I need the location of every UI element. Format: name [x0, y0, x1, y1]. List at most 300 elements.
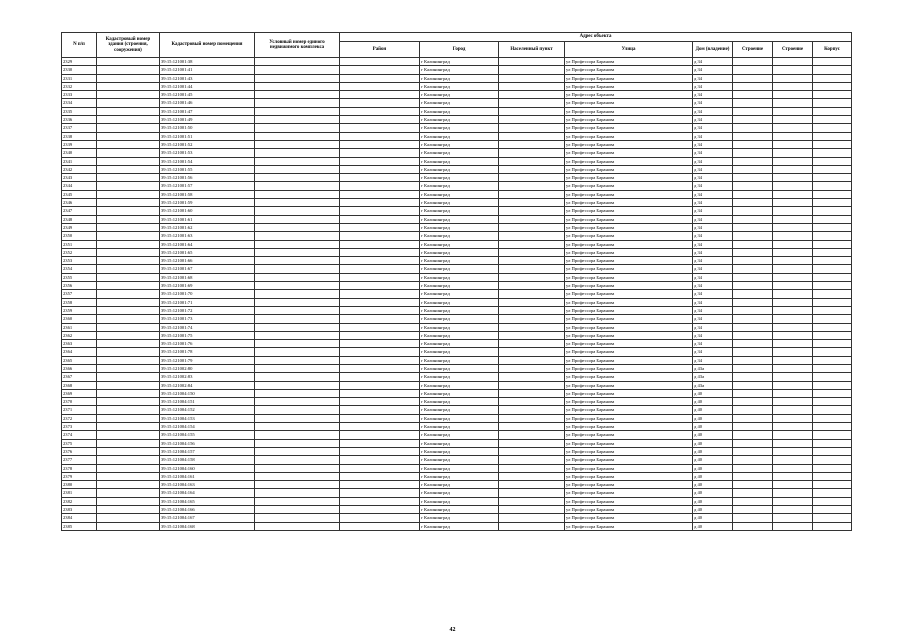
table-cell: ул Профессора Баранова: [565, 132, 693, 140]
table-cell: [255, 82, 340, 90]
table-cell: [733, 290, 773, 298]
table-cell: [773, 514, 813, 522]
table-cell: [340, 331, 420, 339]
table-cell: [340, 199, 420, 207]
table-cell: ул Профессора Баранова: [565, 157, 693, 165]
table-cell: ул Профессора Баранова: [565, 381, 693, 389]
table-cell: [255, 423, 340, 431]
table-cell: [97, 364, 160, 372]
table-cell: [499, 364, 565, 372]
table-cell: д 34: [693, 356, 733, 364]
table-cell: [255, 323, 340, 331]
table-cell: ул Профессора Баранова: [565, 240, 693, 248]
table-cell: ул Профессора Баранова: [565, 323, 693, 331]
table-cell: д 34: [693, 190, 733, 198]
table-cell: [773, 190, 813, 198]
table-cell: [813, 74, 852, 82]
table-cell: [97, 381, 160, 389]
table-cell: [733, 149, 773, 157]
table-cell: 39:15:121004:153: [160, 414, 255, 422]
table-cell: 39:15:121002:80: [160, 364, 255, 372]
table-cell: д 43а: [693, 364, 733, 372]
table-cell: [813, 99, 852, 107]
table-cell: [499, 190, 565, 198]
table-cell: [773, 506, 813, 514]
table-cell: 2381: [62, 489, 97, 497]
table-cell: [813, 522, 852, 530]
table-cell: г Калининград: [420, 497, 499, 505]
table-cell: д 40: [693, 514, 733, 522]
table-cell: [773, 522, 813, 530]
table-cell: [813, 232, 852, 240]
table-cell: [340, 215, 420, 223]
table-cell: [499, 257, 565, 265]
table-cell: 39:15:121001:63: [160, 232, 255, 240]
header-settlement: Населенный пункт: [499, 42, 565, 58]
table-cell: 39:15:121001:61: [160, 215, 255, 223]
table-cell: [97, 414, 160, 422]
table-cell: 2362: [62, 331, 97, 339]
table-cell: [499, 497, 565, 505]
table-cell: г Калининград: [420, 66, 499, 74]
table-cell: г Калининград: [420, 232, 499, 240]
table-row: [62, 207, 852, 215]
table-cell: ул Профессора Баранова: [565, 423, 693, 431]
table-cell: ул Профессора Баранова: [565, 99, 693, 107]
table-cell: [97, 439, 160, 447]
table-cell: [499, 82, 565, 90]
table-cell: д 34: [693, 257, 733, 265]
table-cell: [499, 140, 565, 148]
table-cell: [255, 514, 340, 522]
table-cell: [733, 514, 773, 522]
table-cell: [255, 456, 340, 464]
table-cell: [255, 414, 340, 422]
table-cell: д 34: [693, 157, 733, 165]
table-cell: [97, 464, 160, 472]
table-cell: [733, 373, 773, 381]
table-cell: 2338: [62, 132, 97, 140]
table-cell: 39:15:121001:69: [160, 282, 255, 290]
table-cell: [733, 315, 773, 323]
table-cell: д 34: [693, 348, 733, 356]
table-cell: [813, 107, 852, 115]
table-cell: 2354: [62, 265, 97, 273]
table-cell: д 34: [693, 215, 733, 223]
table-cell: [97, 99, 160, 107]
table-cell: [255, 497, 340, 505]
table-cell: [255, 215, 340, 223]
table-cell: [499, 506, 565, 514]
table-cell: 2380: [62, 481, 97, 489]
table-cell: [733, 364, 773, 372]
table-cell: ул Профессора Баранова: [565, 373, 693, 381]
table-cell: [97, 265, 160, 273]
table-cell: [733, 282, 773, 290]
table-row: [62, 132, 852, 140]
table-cell: ул Профессора Баранова: [565, 140, 693, 148]
table-cell: [97, 472, 160, 480]
table-cell: [340, 431, 420, 439]
table-cell: [773, 398, 813, 406]
table-cell: [499, 165, 565, 173]
table-cell: [97, 74, 160, 82]
table-cell: [499, 489, 565, 497]
table-cell: [97, 107, 160, 115]
table-cell: [97, 340, 160, 348]
table-cell: [813, 315, 852, 323]
table-cell: [773, 298, 813, 306]
table-row: [62, 116, 852, 124]
property-table: [61, 32, 852, 531]
table-cell: [773, 58, 813, 66]
table-cell: д 34: [693, 58, 733, 66]
table-cell: [813, 82, 852, 90]
table-cell: 2346: [62, 199, 97, 207]
table-cell: [813, 273, 852, 281]
table-cell: 39:15:121001:46: [160, 99, 255, 107]
table-cell: [813, 132, 852, 140]
table-cell: г Калининград: [420, 298, 499, 306]
table-cell: д 43а: [693, 373, 733, 381]
table-cell: [813, 190, 852, 198]
table-cell: [813, 207, 852, 215]
table-cell: 2372: [62, 414, 97, 422]
table-cell: 2366: [62, 364, 97, 372]
table-cell: [499, 398, 565, 406]
table-cell: 2357: [62, 290, 97, 298]
table-cell: [97, 406, 160, 414]
table-cell: [813, 157, 852, 165]
table-cell: [499, 116, 565, 124]
table-cell: ул Профессора Баранова: [565, 348, 693, 356]
table-cell: 2374: [62, 431, 97, 439]
table-cell: [733, 215, 773, 223]
table-cell: [499, 431, 565, 439]
table-row: [62, 215, 852, 223]
table-cell: д 34: [693, 306, 733, 314]
table-cell: ул Профессора Баранова: [565, 199, 693, 207]
table-cell: 2332: [62, 82, 97, 90]
table-cell: [255, 331, 340, 339]
table-cell: 39:15:121001:55: [160, 165, 255, 173]
table-cell: г Калининград: [420, 340, 499, 348]
table-cell: [813, 447, 852, 455]
table-cell: [97, 190, 160, 198]
table-row: [62, 514, 852, 522]
table-cell: [499, 66, 565, 74]
table-row: [62, 481, 852, 489]
table-cell: [97, 149, 160, 157]
table-cell: [255, 66, 340, 74]
table-cell: [733, 174, 773, 182]
table-cell: [499, 232, 565, 240]
table-cell: [499, 273, 565, 281]
table-cell: д 34: [693, 273, 733, 281]
table-cell: 39:15:121001:49: [160, 116, 255, 124]
table-cell: [733, 306, 773, 314]
table-cell: г Калининград: [420, 248, 499, 256]
table-cell: [733, 340, 773, 348]
table-cell: [255, 223, 340, 231]
table-cell: [773, 381, 813, 389]
table-cell: [773, 74, 813, 82]
table-cell: [813, 456, 852, 464]
table-cell: [97, 82, 160, 90]
table-cell: [813, 306, 852, 314]
table-cell: 39:15:121001:73: [160, 315, 255, 323]
table-cell: ул Профессора Баранова: [565, 174, 693, 182]
table-row: [62, 82, 852, 90]
table-cell: [773, 157, 813, 165]
table-cell: 2337: [62, 124, 97, 132]
table-cell: ул Профессора Баранова: [565, 340, 693, 348]
table-cell: [499, 149, 565, 157]
table-cell: г Калининград: [420, 389, 499, 397]
table-cell: г Калининград: [420, 91, 499, 99]
table-cell: [97, 140, 160, 148]
table-cell: [340, 182, 420, 190]
table-cell: [340, 439, 420, 447]
table-cell: [97, 182, 160, 190]
page-number: 42: [449, 627, 456, 633]
table-cell: [773, 472, 813, 480]
table-cell: [340, 356, 420, 364]
table-cell: [499, 472, 565, 480]
table-cell: ул Профессора Баранова: [565, 58, 693, 66]
table-cell: [97, 215, 160, 223]
table-cell: 39:15:121001:64: [160, 240, 255, 248]
table-row: [62, 240, 852, 248]
table-row: [62, 298, 852, 306]
table-cell: 2359: [62, 306, 97, 314]
table-cell: [773, 306, 813, 314]
table-cell: [340, 232, 420, 240]
table-cell: [499, 481, 565, 489]
table-cell: г Калининград: [420, 157, 499, 165]
table-cell: [255, 240, 340, 248]
table-cell: д 40: [693, 456, 733, 464]
table-cell: д 34: [693, 340, 733, 348]
table-cell: [773, 348, 813, 356]
table-cell: [97, 248, 160, 256]
table-cell: г Калининград: [420, 464, 499, 472]
table-cell: [813, 290, 852, 298]
table-cell: ул Профессора Баранова: [565, 439, 693, 447]
table-cell: 2356: [62, 282, 97, 290]
table-cell: [97, 481, 160, 489]
table-cell: д 34: [693, 232, 733, 240]
table-cell: [813, 165, 852, 173]
table-cell: [97, 116, 160, 124]
table-cell: [340, 248, 420, 256]
table-cell: [813, 464, 852, 472]
table-cell: 2329: [62, 58, 97, 66]
table-header: [62, 33, 852, 58]
table-cell: г Калининград: [420, 240, 499, 248]
table-cell: 39:15:121001:57: [160, 182, 255, 190]
table-cell: [499, 447, 565, 455]
table-cell: [813, 116, 852, 124]
table-cell: 39:15:121004:160: [160, 464, 255, 472]
table-cell: [813, 414, 852, 422]
table-cell: [773, 140, 813, 148]
table-cell: д 40: [693, 431, 733, 439]
table-cell: [813, 406, 852, 414]
table-cell: [340, 91, 420, 99]
table-cell: [340, 472, 420, 480]
table-row: [62, 165, 852, 173]
table-cell: [499, 91, 565, 99]
table-cell: [255, 340, 340, 348]
table-cell: г Калининград: [420, 489, 499, 497]
table-cell: д 40: [693, 414, 733, 422]
table-cell: [340, 506, 420, 514]
table-cell: г Калининград: [420, 74, 499, 82]
document-sheet: [61, 32, 851, 531]
table-row: [62, 58, 852, 66]
table-cell: [97, 157, 160, 165]
table-cell: [97, 489, 160, 497]
table-cell: [340, 514, 420, 522]
table-cell: д 40: [693, 439, 733, 447]
table-cell: 39:15:121004:165: [160, 497, 255, 505]
table-cell: [255, 265, 340, 273]
table-cell: [97, 497, 160, 505]
table-cell: [255, 182, 340, 190]
table-cell: 39:15:121001:60: [160, 207, 255, 215]
header-house: Дом (владение): [693, 42, 733, 58]
table-cell: 2335: [62, 107, 97, 115]
table-cell: [97, 331, 160, 339]
table-cell: д 34: [693, 265, 733, 273]
table-cell: д 40: [693, 464, 733, 472]
table-cell: 2336: [62, 116, 97, 124]
table-cell: [773, 464, 813, 472]
header-complex: Условный номер единого недвижимого комплекса: [255, 33, 340, 58]
table-cell: [773, 99, 813, 107]
table-cell: [499, 323, 565, 331]
table-cell: 39:15:121001:58: [160, 190, 255, 198]
table-cell: [255, 373, 340, 381]
table-cell: 2351: [62, 240, 97, 248]
table-cell: 2350: [62, 232, 97, 240]
table-cell: [97, 290, 160, 298]
table-cell: ул Профессора Баранова: [565, 315, 693, 323]
table-cell: ул Профессора Баранова: [565, 456, 693, 464]
table-cell: [255, 298, 340, 306]
table-cell: г Калининград: [420, 124, 499, 132]
table-cell: [340, 423, 420, 431]
table-cell: [773, 373, 813, 381]
table-cell: [97, 306, 160, 314]
table-cell: г Калининград: [420, 99, 499, 107]
table-cell: [340, 373, 420, 381]
table-cell: 39:15:121004:157: [160, 447, 255, 455]
table-row: [62, 107, 852, 115]
table-cell: г Калининград: [420, 456, 499, 464]
table-row: [62, 273, 852, 281]
table-cell: [773, 82, 813, 90]
table-cell: 2367: [62, 373, 97, 381]
table-row: [62, 174, 852, 182]
table-cell: ул Профессора Баранова: [565, 190, 693, 198]
table-cell: [255, 273, 340, 281]
table-cell: 39:15:121001:56: [160, 174, 255, 182]
table-cell: 39:15:121001:50: [160, 124, 255, 132]
table-cell: [813, 240, 852, 248]
table-cell: г Калининград: [420, 522, 499, 530]
table-cell: д 43а: [693, 381, 733, 389]
table-cell: [255, 506, 340, 514]
table-cell: [499, 215, 565, 223]
table-cell: [773, 257, 813, 265]
table-cell: г Калининград: [420, 398, 499, 406]
table-cell: г Калининград: [420, 306, 499, 314]
table-row: [62, 306, 852, 314]
table-cell: [255, 389, 340, 397]
table-cell: [340, 107, 420, 115]
table-cell: [813, 506, 852, 514]
table-row: [62, 464, 852, 472]
table-cell: [255, 464, 340, 472]
table-cell: ул Профессора Баранова: [565, 265, 693, 273]
table-cell: 2385: [62, 522, 97, 530]
table-cell: [97, 257, 160, 265]
table-cell: г Калининград: [420, 472, 499, 480]
table-cell: [499, 456, 565, 464]
table-cell: [813, 58, 852, 66]
table-cell: д 34: [693, 323, 733, 331]
table-cell: [733, 273, 773, 281]
table-cell: д 40: [693, 489, 733, 497]
table-cell: 39:15:121004:150: [160, 389, 255, 397]
table-cell: [813, 381, 852, 389]
table-cell: [255, 364, 340, 372]
table-cell: 39:15:121001:43: [160, 74, 255, 82]
table-cell: [97, 124, 160, 132]
table-cell: [340, 174, 420, 182]
table-cell: 39:15:121002:84: [160, 381, 255, 389]
table-cell: [255, 447, 340, 455]
table-cell: [255, 199, 340, 207]
table-cell: 2360: [62, 315, 97, 323]
table-cell: [255, 489, 340, 497]
table-cell: д 40: [693, 472, 733, 480]
table-cell: [255, 107, 340, 115]
header-address: Адрес объекта: [340, 33, 852, 42]
table-cell: 2384: [62, 514, 97, 522]
table-cell: 2330: [62, 66, 97, 74]
table-cell: [340, 522, 420, 530]
table-cell: [255, 174, 340, 182]
table-cell: [97, 207, 160, 215]
table-cell: [733, 207, 773, 215]
table-cell: 39:15:121001:76: [160, 340, 255, 348]
table-cell: 2348: [62, 215, 97, 223]
table-cell: [773, 182, 813, 190]
table-cell: [97, 240, 160, 248]
table-cell: [733, 447, 773, 455]
table-cell: г Калининград: [420, 431, 499, 439]
table-cell: [340, 298, 420, 306]
table-cell: г Калининград: [420, 514, 499, 522]
table-cell: д 34: [693, 74, 733, 82]
table-cell: [773, 248, 813, 256]
table-cell: [773, 207, 813, 215]
table-cell: [733, 265, 773, 273]
table-cell: [499, 356, 565, 364]
